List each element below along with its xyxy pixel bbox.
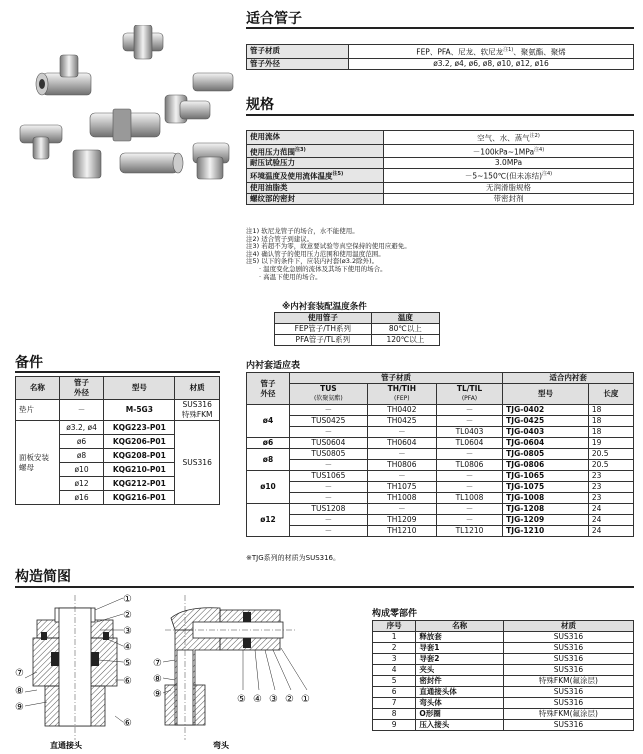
- insert-cell: TUS0805: [289, 449, 367, 460]
- insert-header-material: 管子材质: [289, 373, 502, 384]
- insert-cell: 24: [588, 504, 633, 515]
- accessories-header-row: [16, 377, 220, 400]
- callout-straight-1: ①: [123, 594, 132, 605]
- callout-straight-5: ⑤: [123, 658, 132, 669]
- specs-table: [246, 130, 634, 205]
- insert-cell: －: [436, 405, 502, 416]
- callout-straight-6: ⑥: [123, 676, 132, 687]
- spec-note: 注4) 确认管子的使用压力范围和使用温度范围。: [246, 249, 385, 258]
- spec-row: [247, 144, 634, 158]
- spec-value-note: 注2): [529, 133, 540, 139]
- insert-cell: －: [289, 515, 367, 526]
- callout-elbow-5: ⑤: [237, 694, 246, 705]
- insert-cell: TH1210: [367, 526, 436, 537]
- panel-model: KQG210-P01: [104, 463, 175, 477]
- insert-cell: －: [289, 460, 367, 471]
- insert-cell: －: [436, 515, 502, 526]
- condition-cell: PFA管子/TL系列: [275, 335, 372, 346]
- parts-header-cell: 材质: [503, 621, 633, 632]
- straight-fitting-drawing: [33, 595, 117, 740]
- panel-od: ø3.2, ø4: [59, 421, 104, 435]
- insert-cell: TJG-0425: [503, 416, 589, 427]
- insert-row: [247, 515, 634, 526]
- spec-value-note: 注4): [534, 146, 545, 153]
- insert-cell: －: [436, 504, 502, 515]
- insert-row: [247, 438, 634, 449]
- insert-subheader-note: (PFA): [461, 395, 478, 402]
- insert-cell: TJG-0403: [503, 427, 589, 438]
- spec-label-note: 注5): [332, 171, 344, 177]
- spec-row: [247, 169, 634, 183]
- panel-od: ø6: [59, 435, 104, 449]
- parts-cell: 6: [373, 687, 416, 698]
- insert-cell: 18: [588, 416, 633, 427]
- insert-cell: 23: [588, 482, 633, 493]
- straight-label: 直通接头: [50, 741, 82, 750]
- parts-cell: 导套1: [416, 643, 504, 654]
- insert-row: [247, 405, 634, 416]
- spec-value: [384, 144, 634, 158]
- insert-row: [247, 471, 634, 482]
- insert-cell: －: [289, 427, 367, 438]
- spec-value-text: －100kPa~1MPa: [472, 147, 535, 156]
- insert-row: [247, 482, 634, 493]
- condition-row: [275, 324, 440, 335]
- insert-row: [247, 493, 634, 504]
- panel-od: ø8: [59, 449, 104, 463]
- parts-cell: 5: [373, 676, 416, 687]
- insert-od: ø6: [247, 438, 290, 449]
- spec-row: [247, 131, 634, 145]
- insert-header-insert: 适合内衬套: [503, 373, 634, 384]
- parts-cell: 导套2: [416, 654, 504, 665]
- insert-cell: TL0604: [436, 438, 502, 449]
- tubing-od-value: ø3.2, ø4, ø6, ø8, ø10, ø12, ø16: [349, 58, 634, 69]
- accessories-gasket-row: [16, 400, 220, 421]
- spec-label-text: 使用油脂类: [250, 182, 288, 192]
- insert-cell: 24: [588, 515, 633, 526]
- insert-cell: －: [289, 405, 367, 416]
- insert-subheader-note: (软聚氨酯): [314, 395, 343, 402]
- panel-od: ø10: [59, 463, 104, 477]
- parts-cell: 压入接头: [416, 720, 504, 731]
- spec-note: · 高温下使用的场合。: [246, 272, 322, 281]
- insert-cell: －: [436, 449, 502, 460]
- parts-cell: 3: [373, 654, 416, 665]
- insert-cell: TJG-1065: [503, 471, 589, 482]
- parts-cell: O形圈: [416, 709, 504, 720]
- specs-title: 规格: [246, 97, 274, 113]
- spec-note: · 温度变化急剧的流体及其场下使用的场合。: [246, 264, 387, 273]
- parts-cell: 1: [373, 632, 416, 643]
- insert-cell: TL0403: [436, 427, 502, 438]
- spec-value-text: 无润滑脂规格: [486, 182, 531, 192]
- fitting-male: [73, 150, 101, 178]
- spec-value-text: －5~150℃(但未冻结): [464, 171, 542, 181]
- insert-cell: TJG-1075: [503, 482, 589, 493]
- insert-cell: TH0604: [367, 438, 436, 449]
- parts-row: [373, 654, 634, 665]
- tubing-row: [247, 45, 634, 59]
- tubing-row: [247, 58, 634, 69]
- insert-condition-table: [274, 312, 440, 346]
- insert-cell: TH0806: [367, 460, 436, 471]
- insert-cell: TJG-1008: [503, 493, 589, 504]
- insert-cell: －: [367, 471, 436, 482]
- insert-table: [246, 372, 634, 537]
- parts-cell: 7: [373, 698, 416, 709]
- parts-cell: SUS316: [503, 698, 633, 709]
- callout-elbow-7: ⑦: [153, 658, 162, 669]
- insert-cell: 19: [588, 438, 633, 449]
- insert-cell: TUS0604: [289, 438, 367, 449]
- gasket-material: [175, 400, 220, 421]
- insert-cell: TJG-0604: [503, 438, 589, 449]
- gasket-material-1: SUS316: [182, 400, 212, 409]
- spec-label: [247, 131, 384, 145]
- accessories-rule: [15, 371, 220, 373]
- callout-straight-9: ⑨: [15, 702, 24, 713]
- parts-cell: SUS316: [503, 654, 633, 665]
- spec-value-text: 空气、水、蒸气: [477, 133, 530, 143]
- fitting-cross: [123, 25, 163, 59]
- callout-elbow-4: ④: [253, 694, 262, 705]
- parts-row: [373, 643, 634, 654]
- spec-label: [247, 193, 384, 204]
- condition-header-cell: 使用管子: [275, 313, 372, 324]
- insert-subheader-main: TH/TIH: [387, 384, 416, 393]
- panel-material: SUS316: [175, 421, 220, 505]
- spec-label-text: 环境温度及使用流体温度: [250, 171, 333, 181]
- panel-model: KQG212-P01: [104, 477, 175, 491]
- insert-cell: －: [367, 504, 436, 515]
- spec-label: [247, 182, 384, 193]
- insert-subheader-main: TUS: [320, 384, 337, 393]
- parts-cell: SUS316: [503, 665, 633, 676]
- accessories-header-cell: 材质: [175, 377, 220, 400]
- callout-elbow-9: ⑨: [153, 689, 162, 700]
- fitting-tee-large: [36, 55, 91, 95]
- parts-row: [373, 632, 634, 643]
- insert-row: [247, 504, 634, 515]
- construction-title: 构造简图: [15, 569, 71, 585]
- spec-value: [384, 158, 634, 169]
- insert-cell: TJG-0806: [503, 460, 589, 471]
- spec-label: [247, 144, 384, 158]
- accessories-header-cell: 名称: [16, 377, 60, 400]
- insert-cell: TH0425: [367, 416, 436, 427]
- insert-cell: －: [289, 526, 367, 537]
- insert-row: [247, 416, 634, 427]
- parts-cell: 密封件: [416, 676, 504, 687]
- spec-label-text: 使用流体: [250, 132, 280, 142]
- parts-row: [373, 709, 634, 720]
- callout-straight-7: ⑦: [15, 668, 24, 679]
- parts-cell: 弯头体: [416, 698, 504, 709]
- callout-straight-8: ⑧: [15, 686, 24, 697]
- insert-row: [247, 449, 634, 460]
- spec-row: [247, 182, 634, 193]
- specs-rule: [246, 114, 634, 116]
- callout-elbow-3: ③: [269, 694, 278, 705]
- insert-od: ø8: [247, 449, 290, 471]
- accessories-title: 备件: [15, 355, 43, 371]
- accessories-panel-row: [16, 421, 220, 435]
- parts-cell: 夹头: [416, 665, 504, 676]
- spec-value: [384, 169, 634, 183]
- parts-header-row: [373, 621, 634, 632]
- insert-cell: TJG-1209: [503, 515, 589, 526]
- insert-subheader-cell: [289, 384, 367, 405]
- condition-header-cell: 温度: [371, 313, 439, 324]
- specs-notes: [246, 228, 411, 281]
- spec-value: [384, 193, 634, 204]
- parts-row: [373, 676, 634, 687]
- parts-cell: 特殊FKM(氟涂层): [503, 709, 633, 720]
- elbow-label: 弯头: [213, 741, 229, 750]
- insert-cell: 24: [588, 526, 633, 537]
- spec-label-text: 耐压试验压力: [250, 158, 295, 167]
- spec-label-note: 注3): [295, 146, 306, 153]
- gasket-name: 垫片: [16, 400, 60, 421]
- insert-subheader-cell: [367, 384, 436, 405]
- condition-cell: FEP管子/TH系列: [275, 324, 372, 335]
- parts-row: [373, 665, 634, 676]
- spec-note: 注1) 软尼龙管子的场合，水不能使用。: [246, 227, 359, 235]
- spec-value: [384, 182, 634, 193]
- callout-straight-10: ⑥: [123, 718, 132, 729]
- construction-rule: [15, 586, 634, 588]
- spec-label: [247, 158, 384, 169]
- insert-row: [247, 460, 634, 471]
- parts-table: [372, 620, 634, 731]
- insert-cell: TUS1065: [289, 471, 367, 482]
- insert-cell: －: [436, 471, 502, 482]
- fitting-straight: [193, 143, 229, 179]
- callout-elbow-1: ①: [301, 694, 310, 705]
- parts-title: 构成零部件: [372, 609, 418, 619]
- parts-cell: SUS316: [503, 687, 633, 698]
- gasket-model: M-5G3: [104, 400, 175, 421]
- insert-cell: TL0806: [436, 460, 502, 471]
- tubing-rule: [246, 27, 634, 29]
- parts-cell: 4: [373, 665, 416, 676]
- accessories-header-cell: 型号: [104, 377, 175, 400]
- spec-row: [247, 158, 634, 169]
- condition-header-row: [275, 313, 440, 324]
- spec-label: [247, 169, 384, 183]
- parts-cell: 特殊FKM(氟涂层): [503, 676, 633, 687]
- parts-cell: SUS316: [503, 720, 633, 731]
- insert-od: ø12: [247, 504, 290, 537]
- insert-subheader-cell: [436, 384, 502, 405]
- insert-subheader-main: TL/TIL: [456, 384, 483, 393]
- spec-label-text: 螺纹部的密封: [250, 193, 295, 203]
- accessories-table: [15, 376, 220, 505]
- insert-cell: TJG-0805: [503, 449, 589, 460]
- callout-elbow-2: ②: [285, 694, 294, 705]
- tubing-table: [246, 44, 634, 70]
- spec-note: 注5) 以下的条件下，应装内衬套(ø3.2除外)。: [246, 257, 379, 266]
- tubing-material-label: 管子材质: [247, 45, 349, 59]
- parts-cell: SUS316: [503, 643, 633, 654]
- insert-subheader-note: (FEP): [394, 395, 410, 402]
- callout-straight-3: ③: [123, 626, 132, 637]
- insert-cell: TL1008: [436, 493, 502, 504]
- insert-cell: TUS1208: [289, 504, 367, 515]
- insert-cell: TL1210: [436, 526, 502, 537]
- insert-condition-title: ※内衬套装配温度条件: [282, 302, 367, 312]
- spec-value-text: 带密封剂: [493, 193, 524, 203]
- insert-cell: TUS0425: [289, 416, 367, 427]
- parts-cell: 直通接头体: [416, 687, 504, 698]
- parts-header-cell: 序号: [373, 621, 416, 632]
- elbow-fitting-drawing: [165, 595, 295, 740]
- parts-cell: 9: [373, 720, 416, 731]
- fitting-union: [120, 153, 183, 173]
- fitting-elbow: [165, 95, 210, 123]
- insert-cell: TJG-0402: [503, 405, 589, 416]
- callout-straight-2: ②: [123, 610, 132, 621]
- insert-cell: TJG-1208: [503, 504, 589, 515]
- insert-cell: －: [289, 493, 367, 504]
- panel-model: KQG216-P01: [104, 491, 175, 505]
- tubing-title: 适合管子: [246, 11, 302, 27]
- fitting-bulkhead: [90, 109, 160, 141]
- insert-cell: －: [289, 482, 367, 493]
- insert-od: ø4: [247, 405, 290, 438]
- tubing-material-value: FEP、PFA、尼龙、软尼龙$^{注1)}$、聚氨酯、聚烯: [349, 45, 634, 59]
- spec-label-text: 使用压力范围: [250, 147, 295, 156]
- insert-cell: TH0402: [367, 405, 436, 416]
- parts-header-cell: 名称: [416, 621, 504, 632]
- insert-cell: 20.5: [588, 460, 633, 471]
- panel-model: KQG208-P01: [104, 449, 175, 463]
- insert-cell: 23: [588, 493, 633, 504]
- insert-subheader-model: 型号: [503, 384, 589, 405]
- parts-cell: 8: [373, 709, 416, 720]
- gasket-od: －: [59, 400, 104, 421]
- insert-cell: 23: [588, 471, 633, 482]
- fitting-small-tee: [20, 125, 62, 159]
- product-photo: [15, 25, 240, 190]
- insert-cell: 20.5: [588, 449, 633, 460]
- insert-row: [247, 526, 634, 537]
- spec-value: [384, 131, 634, 145]
- callout-elbow-8: ⑧: [153, 674, 162, 685]
- condition-cell: 80℃以上: [371, 324, 439, 335]
- insert-table-title: 内衬套适应表: [246, 361, 301, 371]
- parts-cell: 2: [373, 643, 416, 654]
- insert-table-note: ※TJG系列的材质为SUS316。: [246, 554, 341, 562]
- insert-cell: 18: [588, 427, 633, 438]
- insert-cell: －: [436, 482, 502, 493]
- callout-straight-4: ④: [123, 642, 132, 653]
- insert-od: ø10: [247, 471, 290, 504]
- insert-cell: 18: [588, 405, 633, 416]
- construction-diagram: [15, 590, 345, 754]
- spec-note: 注2) 适合管子到建议。: [246, 234, 314, 243]
- panel-model: KQG206-P01: [104, 435, 175, 449]
- insert-row: [247, 427, 634, 438]
- insert-cell: －: [436, 416, 502, 427]
- parts-row: [373, 687, 634, 698]
- gasket-material-2: 特殊FKM: [181, 410, 213, 419]
- insert-subheader-row: [247, 384, 634, 405]
- spec-value-text: 3.0MPa: [494, 158, 523, 167]
- panel-model: KQG223-P01: [104, 421, 175, 435]
- parts-row: [373, 698, 634, 709]
- parts-cell: 释放套: [416, 632, 504, 643]
- insert-cell: TH1008: [367, 493, 436, 504]
- spec-value-note: 注4): [542, 171, 553, 177]
- condition-row: [275, 335, 440, 346]
- parts-cell: SUS316: [503, 632, 633, 643]
- tubing-od-label: 管子外径: [247, 58, 349, 69]
- fitting-bulkhead-right: [193, 73, 233, 91]
- spec-note: 注3) 若超不为零，故意要试验等真空保持的使用应避免。: [246, 242, 411, 251]
- panel-nut-name: 面板安装 螺母: [16, 421, 60, 505]
- insert-cell: －: [367, 427, 436, 438]
- spec-row: [247, 193, 634, 204]
- accessories-header-cell: 管子 外径: [59, 377, 104, 400]
- parts-row: [373, 720, 634, 731]
- insert-header-row: [247, 373, 634, 384]
- insert-subheader-length: 长度: [588, 384, 633, 405]
- insert-cell: TJG-1210: [503, 526, 589, 537]
- insert-header-od: 管子 外径: [247, 373, 290, 405]
- panel-od: ø12: [59, 477, 104, 491]
- insert-cell: TH1075: [367, 482, 436, 493]
- panel-od: ø16: [59, 491, 104, 505]
- condition-cell: 120℃以上: [371, 335, 439, 346]
- insert-cell: －: [367, 449, 436, 460]
- insert-cell: TH1209: [367, 515, 436, 526]
